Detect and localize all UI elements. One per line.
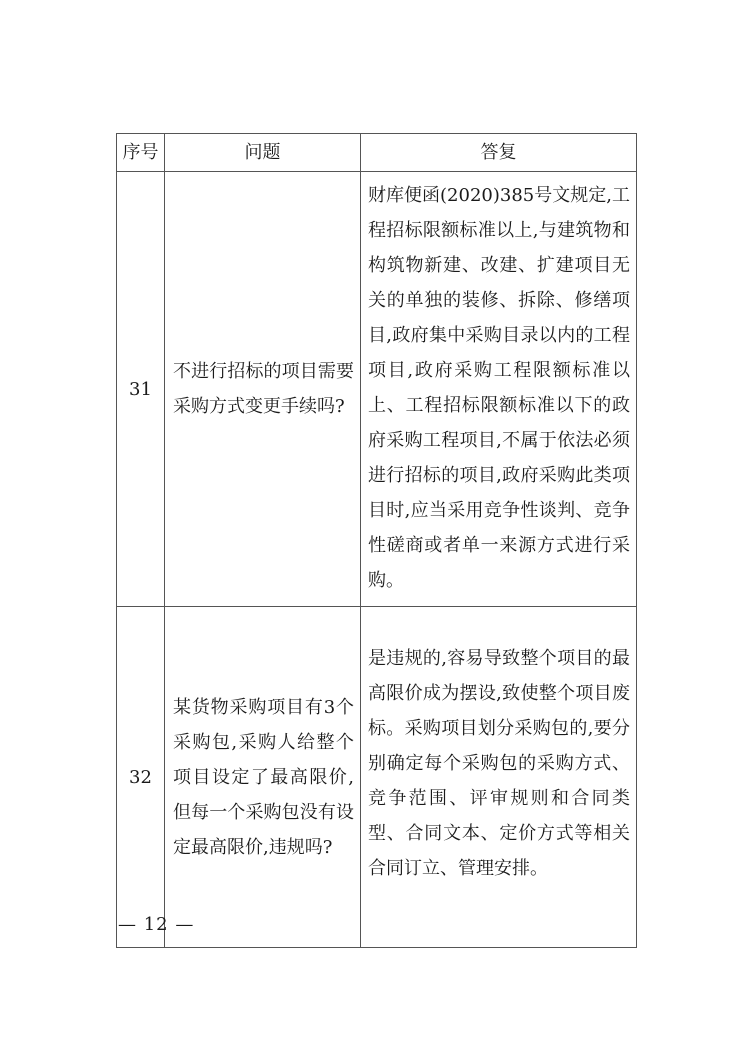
row-number: 32 xyxy=(117,607,165,948)
table-row xyxy=(117,172,637,607)
answer-cell: 是违规的,容易导致整个项目的最高限价成为摆设,致使整个项目废标。采购项目划分采购包的,要分别确定每个采购包的采购方式、竞争范围、评审规则和合同类型、合同文本、定价方式等相关合同订立、管理安排。 xyxy=(361,607,637,948)
header-no: 序号 xyxy=(117,134,165,172)
header-answer: 答复 xyxy=(361,134,637,172)
question-cell: 不进行招标的项目需要采购方式变更手续吗? xyxy=(165,172,361,607)
question-cell: 某货物采购项目有3个采购包,采购人给整个项目设定了最高限价,但每一个采购包没有设定最高限价,违规吗? xyxy=(165,607,361,948)
table-header-row xyxy=(117,134,637,172)
table-row xyxy=(117,607,637,948)
qa-table xyxy=(116,133,637,948)
page-number: — 12 — xyxy=(118,914,195,935)
header-question: 问题 xyxy=(165,134,361,172)
answer-cell: 财库便函(2020)385号文规定,工程招标限额标准以上,与建筑物和构筑物新建、改建、扩建项目无关的单独的装修、拆除、修缮项目,政府集中采购目录以内的工程项目,政府采购工程限额标准以上、工程招标限额标准以下的政府采购工程项目,不属于依法必须进行招标的项目,政府采购此类项目时,应当采用竞争性谈判、竞争性磋商或者单一来源方式进行采购。 xyxy=(361,172,637,607)
row-number: 31 xyxy=(117,172,165,607)
